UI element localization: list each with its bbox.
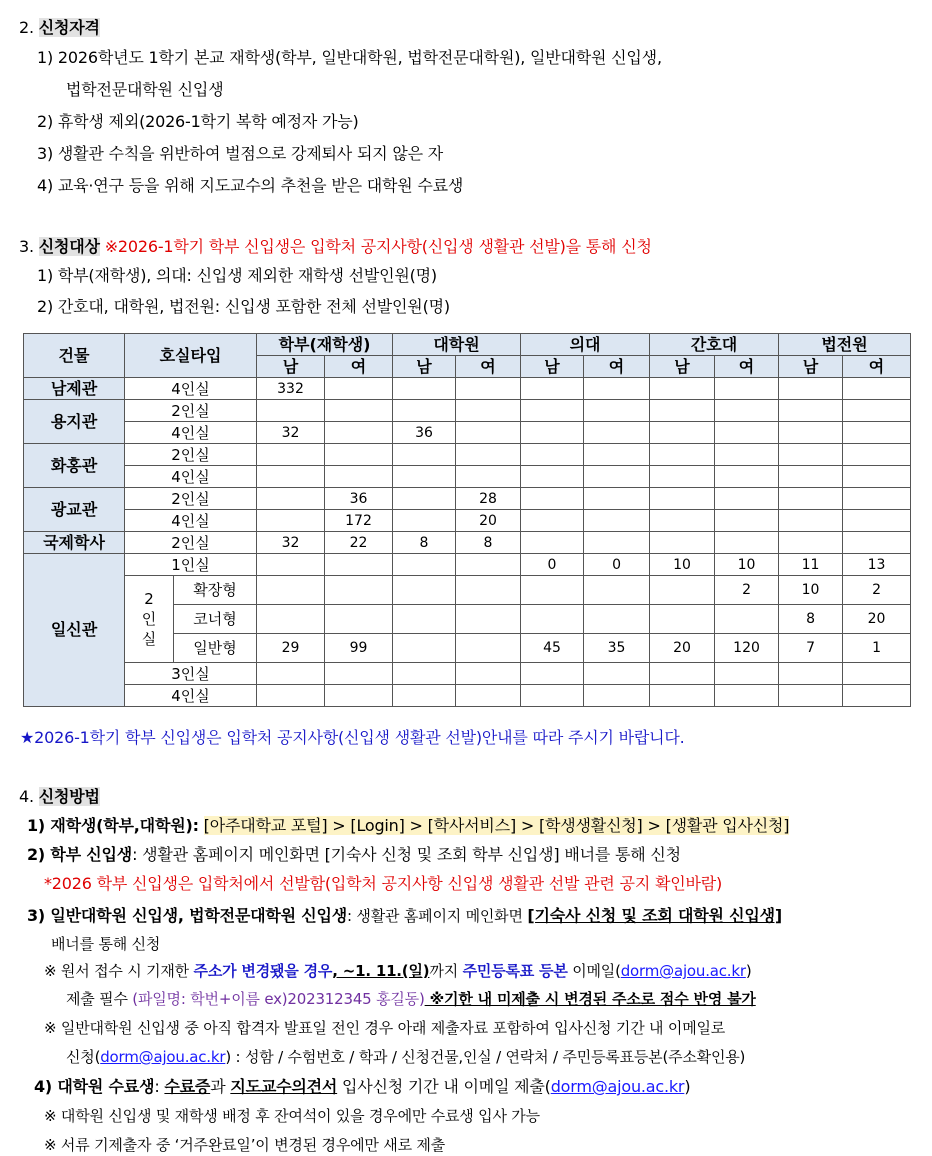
header-male: 남	[650, 356, 715, 378]
quota-cell	[715, 444, 779, 466]
quota-cell	[257, 488, 325, 510]
quota-cell	[843, 663, 911, 685]
eligibility-item-3: 3) 생활관 수칙을 위반하여 벌점으로 강제퇴사 되지 않은 자	[37, 144, 443, 163]
room-type-cell: 1인실	[125, 554, 257, 576]
email-link[interactable]: dorm@ajou.ac.kr	[620, 962, 746, 980]
quota-cell	[650, 605, 715, 634]
room-type-cell: 4인실	[125, 378, 257, 400]
quota-cell	[650, 663, 715, 685]
quota-cell	[325, 663, 393, 685]
method-item-3-cont: 배너를 통해 신청	[51, 935, 161, 953]
quota-cell	[521, 400, 584, 422]
quota-cell: 0	[521, 554, 584, 576]
table-row	[24, 510, 911, 532]
method-text: : 생활관 홈페이지 메인화면	[347, 907, 528, 925]
quota-cell	[257, 663, 325, 685]
quota-cell	[456, 576, 521, 605]
quota-cell	[521, 532, 584, 554]
quota-cell	[584, 685, 650, 707]
quota-cell	[843, 400, 911, 422]
quota-cell	[715, 488, 779, 510]
quota-cell	[650, 466, 715, 488]
quota-cell: 120	[715, 634, 779, 663]
room-type-cell: 3인실	[125, 663, 257, 685]
quota-cell	[257, 554, 325, 576]
note-text: 까지	[429, 962, 463, 980]
header-male: 남	[779, 356, 843, 378]
doc-advisor-opinion: 지도교수의견서	[230, 1077, 338, 1096]
quota-cell	[456, 554, 521, 576]
note-text: 제출 필수	[66, 990, 133, 1008]
quota-cell	[521, 510, 584, 532]
completion-note-2: ※ 서류 기제출자 중 ‘거주완료일’이 변경된 경우에만 새로 제출	[44, 1136, 446, 1154]
quota-cell: 332	[257, 378, 325, 400]
section-3-heading	[19, 236, 652, 258]
quota-cell	[393, 554, 456, 576]
quota-cell: 36	[325, 488, 393, 510]
table-row	[24, 422, 911, 444]
quota-cell	[715, 378, 779, 400]
room-type-cell: 2인실	[125, 488, 257, 510]
header-group: 의대	[521, 334, 650, 356]
quota-cell: 32	[257, 532, 325, 554]
quota-cell	[843, 466, 911, 488]
filename-format: (파일명: 학번+이름 ex)202312345 홍길동)	[132, 990, 425, 1008]
note-text: 입사신청 기간 내 이메일 제출(	[337, 1077, 551, 1096]
quota-cell: 1	[843, 634, 911, 663]
quota-cell	[715, 532, 779, 554]
quota-cell	[715, 685, 779, 707]
quota-cell	[521, 685, 584, 707]
method-item-4	[34, 1076, 690, 1098]
section-title: 신청자격	[38, 18, 100, 37]
building-cell: 광교관	[24, 488, 125, 532]
section-title: 신청방법	[38, 787, 100, 806]
target-item-2: 2) 간호대, 대학원, 법전원: 신입생 포함한 전체 선발인원(명)	[37, 297, 450, 316]
quota-cell	[843, 532, 911, 554]
pending-admission-note-cont	[66, 1046, 745, 1068]
method-item-2	[27, 844, 681, 866]
quota-cell	[521, 378, 584, 400]
header-female: 여	[715, 356, 779, 378]
room-subtype-cell: 일반형	[174, 634, 257, 663]
quota-cell	[325, 400, 393, 422]
quota-cell	[257, 605, 325, 634]
target-item-1: 1) 학부(재학생), 의대: 신입생 제외한 재학생 선발인원(명)	[37, 266, 437, 285]
freshman-notice: ※2026-1학기 학부 신입생은 입학처 공지사항(신입생 생활관 선발)을 통해 신청	[104, 237, 652, 256]
address-change-note-cont	[66, 988, 756, 1010]
quota-cell	[779, 422, 843, 444]
quota-cell: 7	[779, 634, 843, 663]
quota-cell	[393, 576, 456, 605]
doc-completion-cert: 수료증	[164, 1077, 211, 1096]
room-type-cell: 2인실	[125, 400, 257, 422]
quota-cell	[456, 663, 521, 685]
quota-cell	[650, 532, 715, 554]
star-notice: ★2026-1학기 학부 신입생은 입학처 공지사항(신입생 생활관 선발)안내를 따라 주시기 바랍니다.	[20, 728, 685, 747]
freshman-selection-note: *2026 학부 신입생은 입학처에서 선발함(입학처 공지사항 신입생 생활관 선발 관련 공지 확인바람)	[44, 874, 723, 893]
eligibility-item-1: 1) 2026학년도 1학기 본교 재학생(학부, 일반대학원, 법학전문대학원), 일반대학원 신입생,	[37, 48, 662, 67]
quota-cell: 36	[393, 422, 456, 444]
quota-cell	[584, 422, 650, 444]
method-label: 4) 대학원 수료생	[34, 1077, 155, 1096]
quota-cell	[715, 510, 779, 532]
quota-cell	[393, 663, 456, 685]
quota-cell: 172	[325, 510, 393, 532]
quota-cell	[257, 400, 325, 422]
quota-cell	[456, 422, 521, 444]
quota-cell	[584, 663, 650, 685]
address-change-note	[44, 960, 751, 982]
quota-cell	[393, 510, 456, 532]
quota-cell	[715, 400, 779, 422]
quota-cell	[393, 634, 456, 663]
eligibility-item-1-cont: 법학전문대학원 신입생	[66, 80, 224, 99]
quota-cell	[325, 378, 393, 400]
quota-cell	[521, 488, 584, 510]
quota-cell	[521, 466, 584, 488]
quota-cell	[779, 685, 843, 707]
quota-cell	[584, 576, 650, 605]
warning-text: ※기한 내 미제출 시 변경된 주소로 점수 반영 불가	[424, 990, 756, 1008]
quota-cell	[393, 488, 456, 510]
room-subtype-cell: 확장형	[174, 576, 257, 605]
method-label: 2) 학부 신입생	[27, 845, 133, 864]
quota-cell: 10	[715, 554, 779, 576]
quota-table	[23, 333, 911, 707]
room-type-cell: 4인실	[125, 685, 257, 707]
quota-cell	[584, 466, 650, 488]
note-highlight: 주소가 변경됐을 경우	[193, 962, 333, 980]
eligibility-item-2: 2) 휴학생 제외(2026-1학기 복학 예정자 가능)	[37, 112, 359, 131]
quota-cell	[843, 378, 911, 400]
table-row	[24, 685, 911, 707]
quota-cell	[843, 685, 911, 707]
quota-cell	[257, 444, 325, 466]
header-room-type: 호실타입	[125, 334, 257, 378]
quota-cell	[456, 466, 521, 488]
quota-cell	[843, 444, 911, 466]
quota-cell	[393, 605, 456, 634]
note-text: )	[684, 1077, 691, 1096]
note-text: 이메일(	[567, 962, 621, 980]
section-title: 신청대상	[38, 237, 100, 256]
section-4-heading	[19, 786, 100, 808]
table-row	[24, 444, 911, 466]
quota-cell	[456, 685, 521, 707]
quota-cell	[325, 605, 393, 634]
quota-cell: 8	[779, 605, 843, 634]
quota-cell	[584, 488, 650, 510]
quota-cell: 10	[650, 554, 715, 576]
note-text: :	[154, 1077, 165, 1096]
room-type-cell: 2인실	[125, 576, 174, 663]
header-female: 여	[843, 356, 911, 378]
header-group: 학부(재학생)	[257, 334, 393, 356]
building-cell: 일신관	[24, 554, 125, 707]
quota-cell	[393, 466, 456, 488]
table-row	[24, 554, 911, 576]
quota-cell	[325, 422, 393, 444]
header-male: 남	[521, 356, 584, 378]
note-text: 과	[210, 1077, 231, 1096]
section-2-heading	[19, 17, 100, 39]
quota-cell	[843, 488, 911, 510]
quota-cell	[257, 576, 325, 605]
quota-cell: 11	[779, 554, 843, 576]
quota-cell	[779, 378, 843, 400]
quota-cell	[650, 685, 715, 707]
quota-cell: 99	[325, 634, 393, 663]
email-link[interactable]: dorm@ajou.ac.kr	[550, 1077, 685, 1096]
header-female: 여	[584, 356, 650, 378]
completion-note-1: ※ 대학원 신입생 및 재학생 배정 후 잔여석이 있을 경우에만 수료생 입사 가능	[44, 1107, 540, 1125]
quota-cell	[715, 663, 779, 685]
quota-cell: 22	[325, 532, 393, 554]
quota-cell	[521, 663, 584, 685]
quota-cell: 20	[456, 510, 521, 532]
quota-cell	[715, 605, 779, 634]
quota-cell: 2	[843, 576, 911, 605]
quota-cell	[393, 378, 456, 400]
quota-cell	[650, 510, 715, 532]
quota-cell	[456, 605, 521, 634]
quota-cell	[521, 444, 584, 466]
quota-cell	[779, 466, 843, 488]
quota-cell	[650, 576, 715, 605]
note-text: ※ 원서 접수 시 기재한	[44, 962, 194, 980]
building-cell: 국제학사	[24, 532, 125, 554]
quota-cell	[456, 444, 521, 466]
quota-cell	[779, 532, 843, 554]
table-row	[24, 466, 911, 488]
quota-cell	[779, 488, 843, 510]
quota-cell	[521, 576, 584, 605]
table-row	[24, 488, 911, 510]
room-subtype-cell: 코너형	[174, 605, 257, 634]
table-row	[24, 400, 911, 422]
header-group: 대학원	[393, 334, 521, 356]
quota-cell	[584, 400, 650, 422]
quota-cell	[584, 510, 650, 532]
quota-cell	[393, 400, 456, 422]
quota-cell	[584, 444, 650, 466]
quota-cell	[325, 685, 393, 707]
quota-cell	[715, 466, 779, 488]
room-type-cell: 4인실	[125, 510, 257, 532]
quota-cell	[325, 576, 393, 605]
quota-cell	[257, 685, 325, 707]
table-row	[24, 532, 911, 554]
quota-cell	[584, 605, 650, 634]
room-type-cell: 4인실	[125, 422, 257, 444]
header-male: 남	[393, 356, 456, 378]
quota-cell	[779, 510, 843, 532]
deadline: , ~1. 11.(일)	[332, 962, 430, 980]
quota-cell	[521, 605, 584, 634]
quota-cell	[779, 400, 843, 422]
room-type-cell: 2인실	[125, 444, 257, 466]
note-text: 신청(	[66, 1048, 101, 1066]
quota-cell: 20	[650, 634, 715, 663]
quota-cell: 8	[393, 532, 456, 554]
quota-cell: 10	[779, 576, 843, 605]
quota-cell	[325, 554, 393, 576]
quota-cell: 35	[584, 634, 650, 663]
header-group: 간호대	[650, 334, 779, 356]
portal-path: [아주대학교 포털] > [Login] > [학사서비스] > [학생생활신청] > [생활관 입사신청]	[203, 816, 790, 835]
quota-cell	[456, 378, 521, 400]
quota-cell	[650, 444, 715, 466]
quota-cell	[650, 488, 715, 510]
quota-cell: 2	[715, 576, 779, 605]
building-cell: 남제관	[24, 378, 125, 400]
method-item-1	[27, 815, 789, 837]
quota-cell: 45	[521, 634, 584, 663]
section-number: 3.	[19, 237, 34, 256]
quota-cell	[843, 510, 911, 532]
quota-cell	[779, 663, 843, 685]
header-female: 여	[456, 356, 521, 378]
room-type-cell: 2인실	[125, 532, 257, 554]
quota-cell	[779, 444, 843, 466]
building-cell: 용지관	[24, 400, 125, 444]
table-row	[24, 378, 911, 400]
quota-cell	[257, 510, 325, 532]
email-link[interactable]: dorm@ajou.ac.kr	[100, 1048, 226, 1066]
note-highlight: 주민등록표 등본	[462, 962, 568, 980]
note-text: ) : 성함 / 수험번호 / 학과 / 신청건물,인실 / 연락처 / 주민등록표등본(주소확인용)	[225, 1048, 746, 1066]
quota-cell	[456, 400, 521, 422]
quota-cell: 29	[257, 634, 325, 663]
quota-cell	[584, 532, 650, 554]
quota-cell	[584, 378, 650, 400]
quota-cell: 32	[257, 422, 325, 444]
quota-cell	[456, 634, 521, 663]
quota-cell: 28	[456, 488, 521, 510]
method-label: 3) 일반대학원 신입생, 법학전문대학원 신입생	[27, 906, 348, 925]
quota-cell	[257, 466, 325, 488]
quota-cell: 20	[843, 605, 911, 634]
section-number: 2.	[19, 18, 34, 37]
grad-banner-link[interactable]: [기숙사 신청 및 조회 대학원 신입생]	[527, 906, 783, 925]
table-row	[24, 663, 911, 685]
quota-cell: 8	[456, 532, 521, 554]
table-row	[24, 576, 911, 605]
quota-cell	[325, 444, 393, 466]
quota-cell	[650, 378, 715, 400]
quota-cell	[325, 466, 393, 488]
quota-cell: 13	[843, 554, 911, 576]
building-cell: 화홍관	[24, 444, 125, 488]
quota-cell	[843, 422, 911, 444]
method-label: 1) 재학생(학부,대학원):	[27, 816, 199, 835]
quota-cell	[393, 685, 456, 707]
section-number: 4.	[19, 787, 34, 806]
eligibility-item-4: 4) 교육·연구 등을 위해 지도교수의 추천을 받은 대학원 수료생	[37, 176, 464, 195]
note-text: )	[745, 962, 752, 980]
header-female: 여	[325, 356, 393, 378]
header-building: 건물	[24, 334, 125, 378]
quota-cell	[650, 400, 715, 422]
pending-admission-note: ※ 일반대학원 신입생 중 아직 합격자 발표일 전인 경우 아래 제출자료 포함하여 입사신청 기간 내 이메일로	[44, 1019, 726, 1037]
room-type-cell: 4인실	[125, 466, 257, 488]
quota-cell: 0	[584, 554, 650, 576]
quota-cell	[715, 422, 779, 444]
quota-cell	[521, 422, 584, 444]
method-text: : 생활관 홈페이지 메인화면 [기숙사 신청 및 조회 학부 신입생] 배너를 통해 신청	[132, 845, 681, 864]
quota-cell	[393, 444, 456, 466]
method-item-3	[27, 905, 782, 927]
header-male: 남	[257, 356, 325, 378]
header-group: 법전원	[779, 334, 911, 356]
quota-cell	[650, 422, 715, 444]
